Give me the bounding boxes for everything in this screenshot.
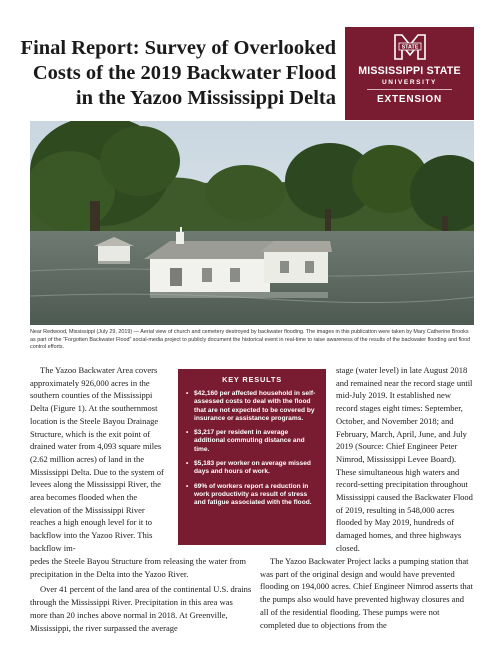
title-line-3: in the Yazoo Mississippi Delta	[75, 87, 336, 109]
key-result-item: • $5,183 per worker on average missed days and hours of work.	[186, 460, 318, 477]
key-results-heading: KEY RESULTS	[222, 375, 282, 384]
key-results-list	[186, 390, 318, 508]
body-column-3-continued	[260, 555, 474, 632]
body-paragraph: The Yazoo Backwater Area covers approximately 926,000 acres in the southern counties of the Mississippi Delta (Figure 1). At the southernmost location is the Steele Bayou Drainage Structure, which is the exit point of drained water from 4,093 square miles (2.62 million acres) of land in the Mississippi Delta. Due to the system of levees along the Mississippi River, the area becomes flooded when the elevation of the Mississippi River reaches a high enough level for it to backflow into the Yazoo River. This backflow im-	[30, 365, 164, 553]
body-column-3	[336, 364, 474, 555]
state-seal-icon	[393, 33, 427, 61]
key-results-box	[178, 369, 326, 545]
body-column-1	[30, 364, 168, 556]
title-line-2: Costs of the 2019 Backwater Flood	[32, 62, 336, 84]
body-paragraph: Over 41 percent of the land area of the continental U.S. drains through the Mississippi River. Precipitation in this area was more than 20 inches above normal in 2018. At Greenville, Mississippi, the river surpassed the average	[30, 584, 252, 633]
key-result-item: • $3,217 per resident in average additional commuting distance and time.	[186, 429, 318, 454]
logo-divider	[367, 89, 452, 90]
title-line-1: Final Report: Survey of Overlooked	[20, 37, 336, 59]
logo-extension: EXTENSION	[377, 94, 442, 105]
body-paragraph-continued: stage (water level) in late August 2018 and remained near the record stage until mid-July 2019. It established new record stages eight times: September, October, and November 2018; and February, March, April, June, and July 2019 (Source: Chief Engineer Peter Nimrod, Mississippi Levee Board). These simultaneous high waters and record-setting precipitation throughout Mississippi caused the Backwater Flood of 2019, resulting in 548,000 acres flooded by May 2019, hundreds of damaged homes, and three highways closed.	[336, 365, 473, 553]
seal-text: STATE	[401, 44, 419, 51]
logo-name: MISSISSIPPI STATE	[358, 65, 461, 77]
photo-caption: Near Redwood, Mississippi (July 29, 2019) — Aerial view of church and cemetery destroyed by backwater flooding. The images in this publication were taken by Mary Catherine Brooks as part of the “Forgotten Backwater Flood” social-media project to publicly document the historical event in real-time to raise awareness of the results of the backwater flooding and flood control efforts.	[30, 329, 471, 351]
logo-university: UNIVERSITY	[381, 79, 437, 86]
key-result-item: • $42,160 per affected household in self-assessed costs to deal with the flood that are not expected to be covered by insurance or assistance programs.	[186, 390, 318, 423]
page-title	[6, 36, 336, 111]
body-column-1-continued	[30, 555, 252, 635]
body-paragraph: The Yazoo Backwater Project lacks a pumping station that was part of the original design and would have prevented flooding on 194,000 acres. Chief Engineer Nimrod asserts that the pumps also would have prevented highway closures and all of the residential flooding. These pumps were not completed due to objections from the	[260, 556, 473, 630]
key-result-item: • 69% of workers report a reduction in work productivity as result of stress and fatigue associated with the flood.	[186, 483, 318, 508]
msu-extension-logo	[345, 27, 474, 120]
flooded-church-image	[30, 121, 474, 325]
flood-photo	[30, 121, 474, 325]
body-paragraph-continued: pedes the Steele Bayou Structure from releasing the water from precipitation in the Delta into the Yazoo River.	[30, 556, 246, 579]
